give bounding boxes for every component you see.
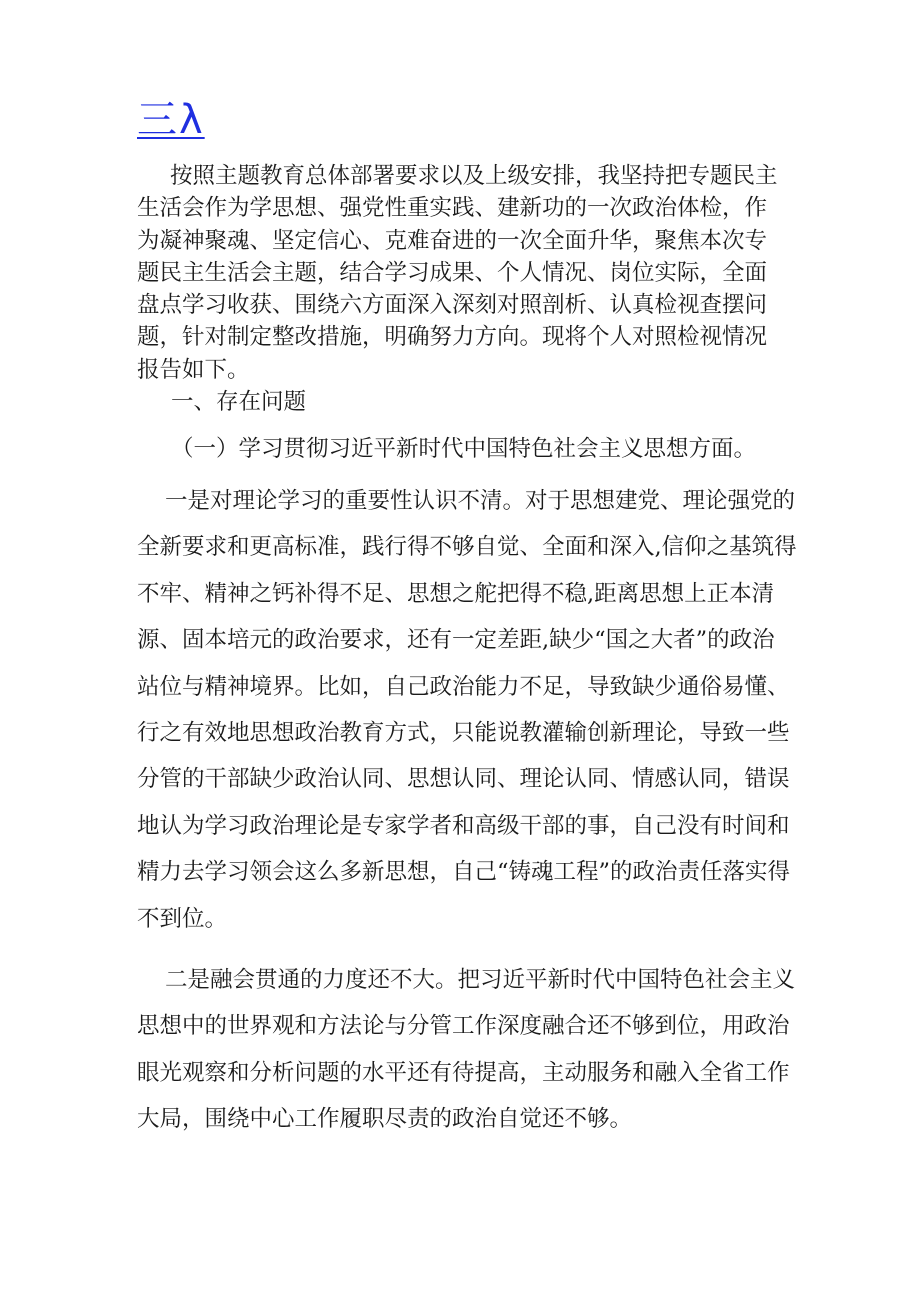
section-title: 一、存在问题 <box>171 389 307 415</box>
sub-section-title: （一）学习贯彻习近平新时代中国特色社会主义思想方面。 <box>171 436 757 462</box>
body-paragraph-1: 一是对理论学习的重要性认识不清。对于思想建党、理论强党的全新要求和更高标准，践行得不够自觉、全面和深入,信仰之基筑得不牢、精神之钙补得不足、思想之舵把得不稳,距离思想上正本清源、固本培元的政治要求，还有一定差距,缺少“国之大者”的政治站位与精神境界。比如，自己政治能力不足，导致缺少通俗易懂、行之有效地思想政治教育方式，只能说教灌输创新理论，导致一些分管的干部缺少政治认同、思想认同、理论认同、情感认同，错误地认为学习政治理论是专家学者和高级干部的事，自己没有时间和精力去学习领会这么多新思想，自己“铸魂工程”的政治责任落实得不到位。 <box>137 488 797 932</box>
document-heading: 三λ <box>137 97 205 143</box>
intro-paragraph: 按照主题教育总体部署要求以及上级安排，我坚持把专题民主生活会作为学思想、强党性重实践、建新功的一次政治体检，作为凝神聚魂、坚定信心、克难奋进的一次全面升华，聚焦本次专题民主生活会主题，结合学习成果、个人情况、岗位实际，全面盘点学习收获、围绕六方面深入深刻对照剖析、认真检视查摆问题，针对制定整改措施，明确努力方向。现将个人对照检视情况报告如下。 <box>137 163 778 383</box>
body-paragraph-2: 二是融会贯通的力度还不大。把习近平新时代中国特色社会主义思想中的世界观和方法论与分管工作深度融合还不够到位，用政治眼光观察和分析问题的水平还有待提高，主动服务和融入全省工作大局，围绕中心工作履职尽责的政治自觉还不够。 <box>137 967 796 1133</box>
